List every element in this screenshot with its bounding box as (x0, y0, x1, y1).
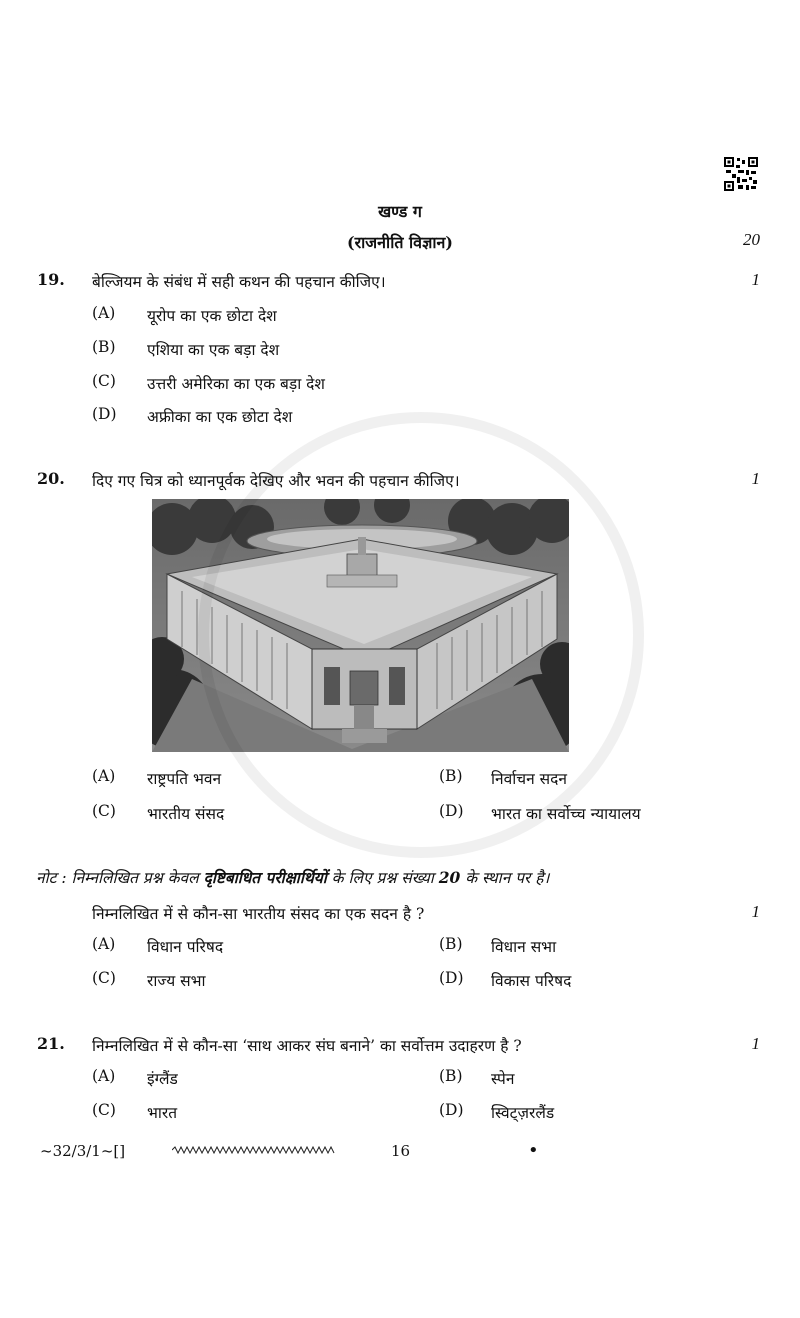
option-label: (D) (439, 1101, 464, 1119)
note-bold-number: 20 (438, 868, 461, 887)
option-label: (D) (92, 405, 117, 423)
alt-question-marks: 1 (751, 902, 760, 921)
note-prefix: नोट : निम्नलिखित प्रश्न केवल (36, 869, 204, 887)
page-number: 16 (391, 1142, 411, 1160)
option-label: (B) (439, 767, 463, 785)
qr-code-icon (724, 157, 758, 191)
option-text: भारत (147, 1104, 178, 1122)
section-marks: 20 (743, 230, 760, 249)
option-label: (C) (92, 802, 116, 820)
question-text: दिए गए चित्र को ध्यानपूर्वक देखिए और भवन की पहचान कीजिए। (92, 472, 460, 490)
option-label: (A) (92, 767, 116, 785)
option-text: राष्ट्रपति भवन (147, 770, 222, 788)
alt-question-text: निम्नलिखित में से कौन-सा भारतीय संसद का एक सदन है ? (92, 905, 425, 923)
question-number: 21. (37, 1034, 65, 1053)
option-label: (B) (92, 338, 116, 356)
option-text: अफ्रीका का एक छोटा देश (147, 408, 293, 426)
section-subtitle: (राजनीति विज्ञान) (347, 233, 453, 252)
option-text: इंग्लैंड (147, 1070, 178, 1088)
option-label: (A) (92, 304, 116, 322)
option-label: (C) (92, 1101, 116, 1119)
option-text: विकास परिषद (491, 972, 572, 990)
paper-code: ~32/3/1~[] (40, 1142, 126, 1160)
option-label: (C) (92, 372, 116, 390)
option-text: विधान परिषद (147, 938, 224, 956)
option-label: (B) (439, 935, 463, 953)
option-text: विधान सभा (491, 938, 557, 956)
note-middle: के लिए प्रश्न संख्या (326, 869, 439, 887)
note-suffix: के स्थान पर है। (460, 869, 550, 887)
parliament-building-image (152, 499, 569, 752)
option-label: (D) (439, 802, 464, 820)
option-text: भारतीय संसद (147, 805, 225, 823)
question-marks: 1 (751, 1034, 760, 1053)
option-label: (D) (439, 969, 464, 987)
option-text: भारत का सर्वोच्च न्यायालय (491, 805, 641, 823)
option-text: एशिया का एक बड़ा देश (147, 341, 280, 359)
question-marks: 1 (751, 270, 760, 289)
question-text: बेल्जियम के संबंध में सही कथन की पहचान कीजिए। (92, 273, 386, 291)
note-bold-candidates: दृष्टिबाधित परीक्षार्थियों (203, 868, 327, 887)
footer-bullet: • (528, 1140, 539, 1161)
option-label: (C) (92, 969, 116, 987)
question-marks: 1 (751, 469, 760, 488)
question-text: निम्नलिखित में से कौन-सा ‘साथ आकर संघ बनाने’ का सर्वोत्तम उदाहरण है ? (92, 1037, 522, 1055)
option-label: (A) (92, 1067, 116, 1085)
section-title: खण्ड ग (378, 202, 422, 221)
question-number: 19. (37, 270, 65, 289)
visually-impaired-note (36, 866, 549, 888)
option-text: यूरोप का एक छोटा देश (147, 307, 277, 325)
option-text: स्विट्ज़रलैंड (491, 1104, 555, 1122)
option-label: (A) (92, 935, 116, 953)
option-text: उत्तरी अमेरिका का एक बड़ा देश (147, 375, 325, 393)
option-text: निर्वाचन सदन (491, 770, 567, 788)
option-label: (B) (439, 1067, 463, 1085)
option-text: स्पेन (491, 1070, 515, 1088)
question-number: 20. (37, 469, 65, 488)
option-text: राज्य सभा (147, 972, 206, 990)
zigzag-divider (172, 1144, 336, 1156)
